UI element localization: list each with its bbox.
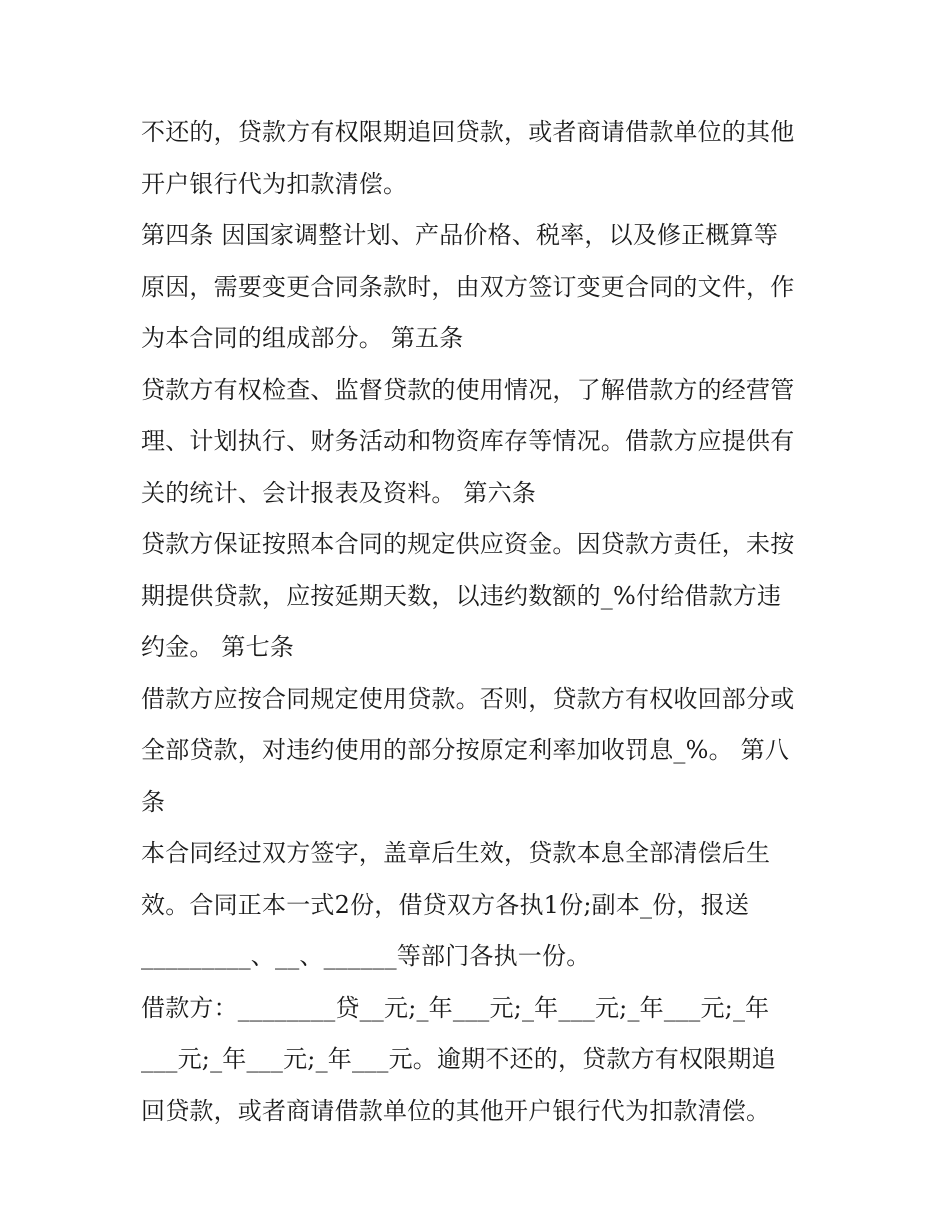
text-line: 理、计划执行、财务活动和物资库存等情况。借款方应提供有 <box>141 427 795 455</box>
contract-text <box>141 107 821 1137</box>
text-line: 第四条 因国家调整计划、产品价格、税率，以及修正概算等 <box>141 221 779 249</box>
text-line: 条 <box>141 787 166 816</box>
text-line: 为本合同的组成部分。 第五条 <box>141 324 464 352</box>
text-line: 贷款方保证按照本合同的规定供应资金。因贷款方责任，未按 <box>141 530 795 558</box>
text-line: 全部贷款，对违约使用的部分按原定利率加收罚息_%。 第八 <box>141 736 790 764</box>
text-line: ___元;_年___元;_年___元。逾期不还的，贷款方有权限期追 <box>141 1045 776 1073</box>
text-line: 本合同经过双方签字，盖章后生效，贷款本息全部清偿后生 <box>141 839 771 867</box>
text-line: _________、__、______等部门各执一份。 <box>141 942 591 970</box>
text-line: 约金。 第七条 <box>141 633 295 661</box>
text-line: 期提供贷款，应按延期天数，以违约数额的_%付给借款方违 <box>141 581 782 610</box>
text-line: 开户银行代为扣款清偿。 <box>141 169 408 198</box>
text-line: 回贷款，或者商请借款单位的其他开户银行代为扣款清偿。 <box>141 1096 771 1125</box>
text-line: 关的统计、会计报表及资料。 第六条 <box>141 478 537 507</box>
text-line: 借款方应按合同规定使用贷款。否则，贷款方有权收回部分或 <box>141 684 795 713</box>
text-line: 效。合同正本一式2份，借贷双方各执1份;副本_份，报送 <box>141 890 750 919</box>
text-line: 不还的，贷款方有权限期追回贷款，或者商请借款单位的其他 <box>141 118 795 146</box>
text-line: 原因，需要变更合同条款时，由双方签订变更合同的文件，作 <box>141 272 795 301</box>
text-line: 借款方：________贷__元;_年___元;_年___元;_年___元;_年 <box>141 993 770 1022</box>
text-line: 贷款方有权检查、监督贷款的使用情况，了解借款方的经营管 <box>141 375 795 404</box>
